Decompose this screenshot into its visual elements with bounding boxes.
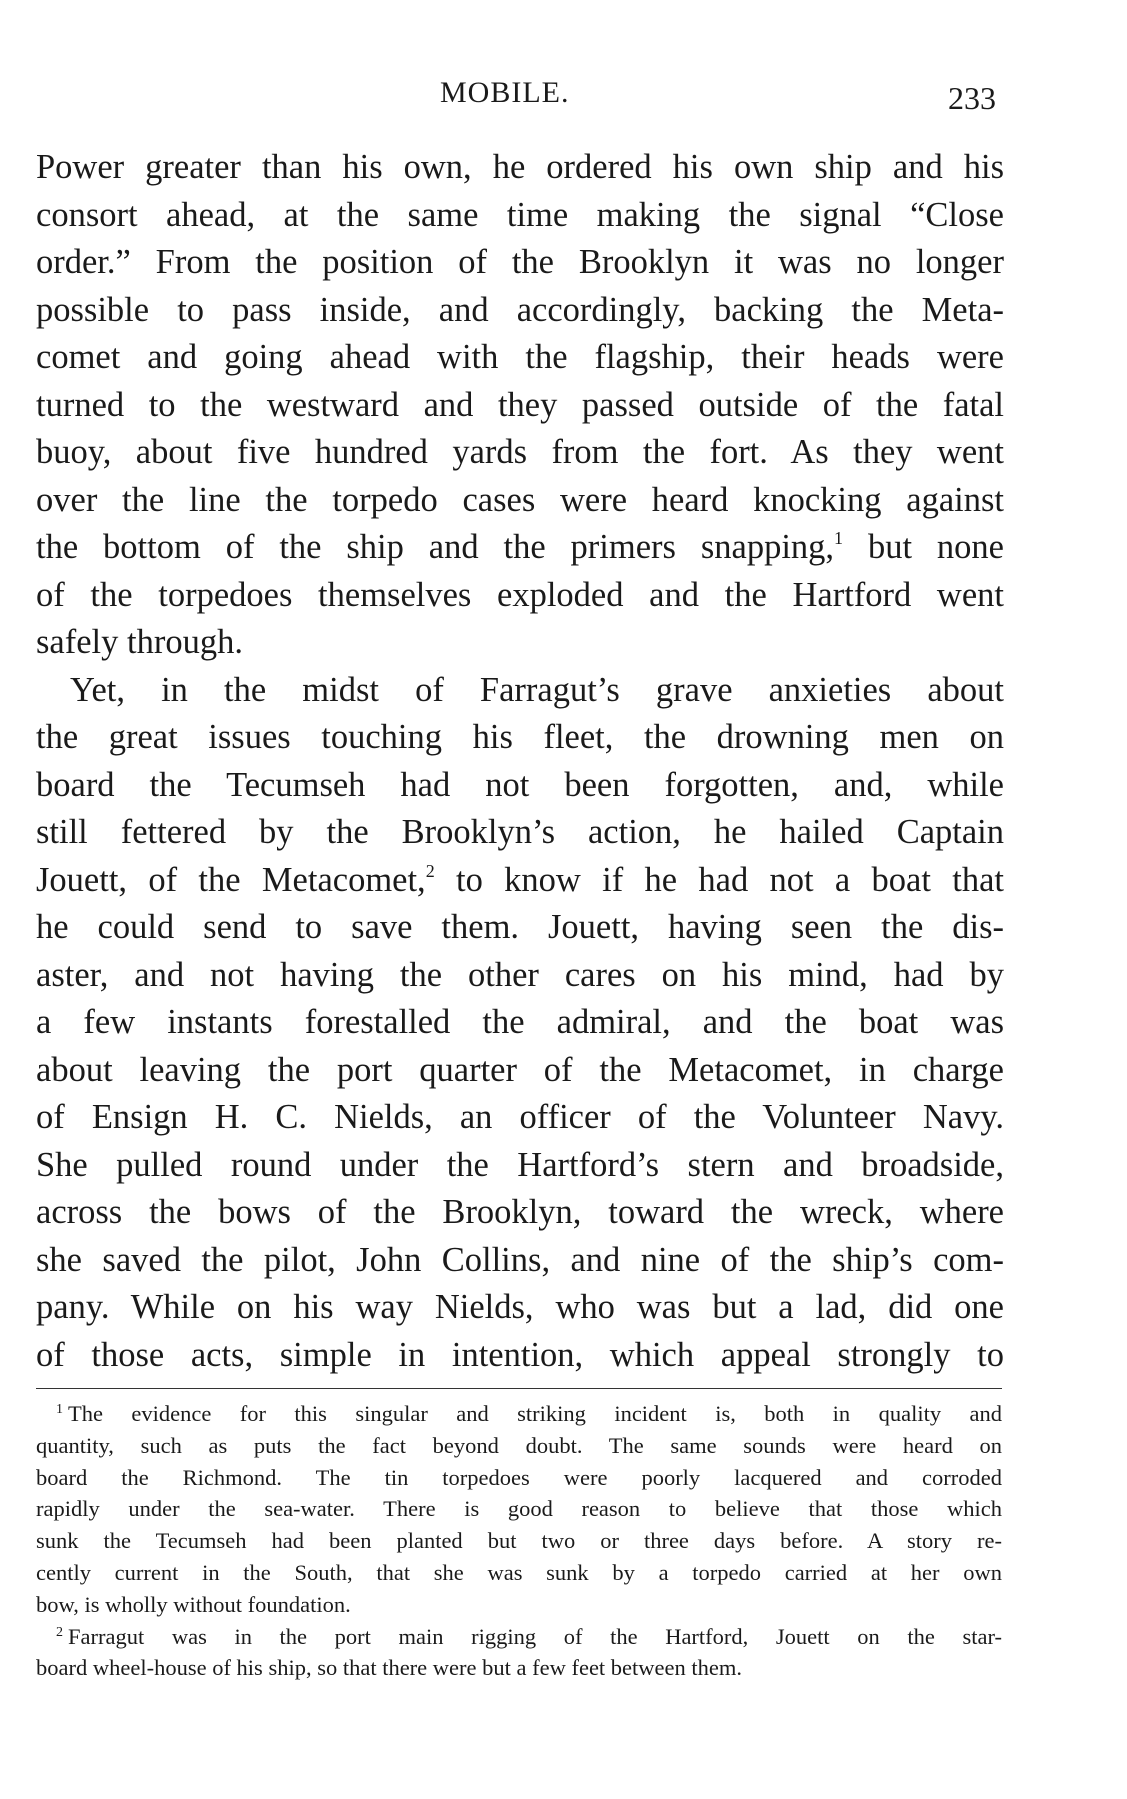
footnote-reference: 2 [425, 860, 435, 881]
footnote-marker: 2 [56, 1624, 63, 1640]
body-line: still fettered by the Brooklyn’s action, he hailed Captain [36, 813, 1004, 851]
footnote-1-line: quantity, such as puts the fact beyond doubt. The same sounds were heard on [36, 1432, 1002, 1458]
footnote-1-line: board the Richmond. The tin torpedoes were poorly lacquered and corroded [36, 1464, 1002, 1490]
body-line: comet and going ahead with the flagship, their heads were [36, 338, 1004, 376]
body-line: buoy, about five hundred yards from the fort. As they went [36, 433, 1004, 471]
body-line: about leaving the port quarter of the Metacomet, in charge [36, 1050, 1004, 1089]
body-line: possible to pass inside, and accordingly, backing the Meta- [36, 290, 1004, 329]
page-number: 233 [948, 80, 996, 116]
footnote-1-line: cently current in the South, that she was sunk by a torpedo carried at her own [36, 1559, 1002, 1585]
running-head: MOBILE. [440, 76, 570, 109]
body-line: the bottom of the ship and the primers snapping,$^1$ but none [36, 528, 1004, 566]
footnote-1-line: bow, is wholly without foundation. [36, 1591, 351, 1617]
body-line: the great issues touching his fleet, the drowning men on [36, 718, 1004, 756]
body-line: he could send to save them. Jouett, having seen the dis- [36, 908, 1004, 946]
paragraph-start-line: Yet, in the midst of Farragut’s grave anxieties about [70, 670, 1004, 709]
body-line: She pulled round under the Hartford’s stern and broadside, [36, 1145, 1004, 1184]
body-line: a few instants forestalled the admiral, and the boat was [36, 1003, 1004, 1041]
body-line: of the torpedoes themselves exploded and the Hartford went [36, 575, 1004, 614]
body-line: order.” From the position of the Brooklyn it was no longer [36, 243, 1004, 281]
body-line: pany. While on his way Nields, who was but a lad, did one [36, 1288, 1004, 1326]
footnote-marker: 1 [56, 1402, 63, 1417]
footnote-1-line: $^1$ The evidence for this singular and striking incident is, both in quality and [56, 1401, 1002, 1426]
body-line: consort ahead, at the same time making the signal “Close [36, 195, 1004, 234]
footnote-divider [36, 1388, 1002, 1389]
footnote-1-line: rapidly under the sea-water. There is good reason to believe that those which [36, 1496, 1002, 1522]
body-text [36, 144, 1004, 1379]
body-line: she saved the pilot, John Collins, and nine of the ship’s com- [36, 1240, 1004, 1279]
body-line: of Ensign H. C. Nields, an officer of the Volunteer Navy. [36, 1098, 1004, 1136]
body-line: over the line the torpedo cases were heard knocking against [36, 480, 1004, 519]
body-line: Jouett, of the Metacomet,$^2$ to know if he had not a boat that [36, 860, 1005, 899]
body-line: safely through. [36, 623, 243, 661]
footnote-2-line: board wheel-house of his ship, so that there were but a few feet between them. [36, 1655, 743, 1681]
footnote-reference: 1 [834, 528, 844, 548]
body-line: across the bows of the Brooklyn, toward the wreck, where [36, 1193, 1004, 1231]
footnotes [36, 1398, 1002, 1684]
body-line: turned to the westward and they passed outside of the fatal [36, 385, 1004, 424]
footnote-1-line: sunk the Tecumseh had been planted but two or three days before. A story re- [36, 1528, 1002, 1554]
body-line: Power greater than his own, he ordered his own ship and his [36, 148, 1004, 186]
body-line: board the Tecumseh had not been forgotten, and, while [36, 765, 1004, 804]
footnote-2-line: $^2$ Farragut was in the port main rigging of the Hartford, Jouett on the star- [56, 1623, 1002, 1649]
body-line: aster, and not having the other cares on his mind, had by [36, 955, 1004, 994]
body-line: of those acts, simple in intention, which appeal strongly to [36, 1335, 1004, 1374]
